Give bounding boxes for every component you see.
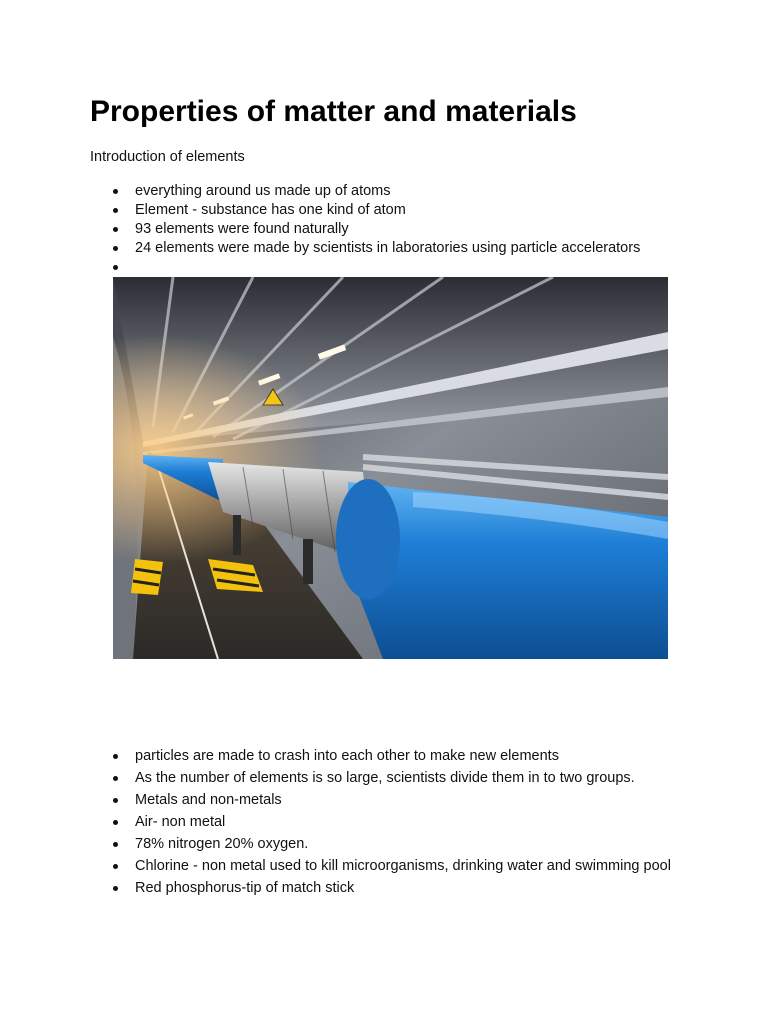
list-item-empty	[135, 258, 675, 277]
list-item: As the number of elements is so large, scientists divide them in to two groups.	[135, 769, 675, 788]
bullet-list-details	[135, 747, 675, 901]
list-item: everything around us made up of atoms	[135, 182, 675, 201]
list-item: particles are made to crash into each other to make new elements	[135, 747, 675, 766]
list-item: Element - substance has one kind of atom	[135, 201, 675, 220]
page-title: Properties of matter and materials	[90, 95, 577, 128]
list-item: Chlorine - non metal used to kill microorganisms, drinking water and swimming pool	[135, 857, 675, 876]
list-item: Metals and non-metals	[135, 791, 675, 810]
section-subtitle: Introduction of elements	[90, 149, 245, 165]
list-item: Air- non metal	[135, 813, 675, 832]
list-item: 24 elements were made by scientists in laboratories using particle accelerators	[135, 239, 675, 258]
list-item: Red phosphorus-tip of match stick	[135, 879, 675, 898]
particle-accelerator-photo	[113, 277, 668, 659]
list-item: 93 elements were found naturally	[135, 220, 675, 239]
bullet-list-intro	[135, 182, 675, 277]
list-item: 78% nitrogen 20% oxygen.	[135, 835, 675, 854]
